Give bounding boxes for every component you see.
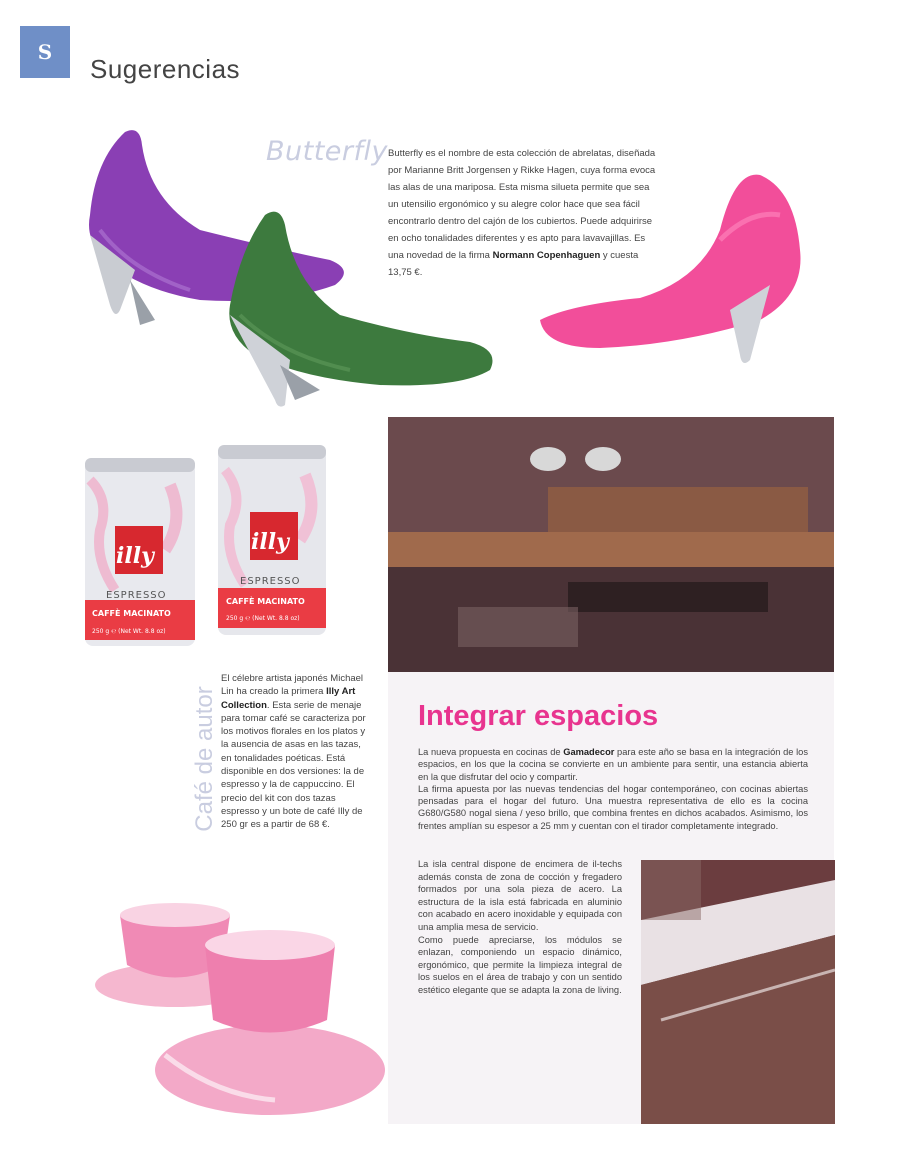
can-weight-left: 250 g ℮ (Net Wt. 8.8 oz) xyxy=(92,628,166,635)
kitchen-detail-image xyxy=(641,860,835,1124)
can-label-left: ESPRESSO xyxy=(106,590,167,601)
can-sub-left: CAFFÈ MACINATO xyxy=(92,609,171,618)
kitchen-image xyxy=(388,417,834,672)
cafe-collection: Illy Art Collection xyxy=(221,686,356,711)
pink-cups-image xyxy=(95,895,385,1130)
integrar-paragraphs xyxy=(418,746,808,832)
integrar-column-text xyxy=(418,858,622,997)
integrar-title: Integrar espacios xyxy=(418,700,659,732)
integrar-paragraph-2: La firma apuesta por las nuevas tendencias del hogar contemporáneo, con cocinas abiertas pensadas para el hogar del futuro. Una muestra representativa de ello es la cocina G680/G580 nogal siena / yeso brillo, que combina frentes en dichos acabados. Asimismo, los frentes amplían su espesor a 25 mm y cuentan con el tirador completamente integrado. xyxy=(418,783,808,831)
can-label-right: ESPRESSO xyxy=(240,576,301,587)
butterfly-title: Butterfly xyxy=(266,136,389,167)
integrar-paragraph-3: La isla central dispone de encimera de il-techs además consta de zona de cocción y fregadero formados por una sola pieza de acero. La estructura de la isla está fabricada en aluminio con acabado en acero inoxidable y equipada con una amplia mesa de servicio. xyxy=(418,859,622,932)
integrar-paragraph-1: La nueva propuesta en cocinas de Gamadecor para este año se basa en la integración de los espacios, en los que la cocina se convierte en un ambiente para sentir, una estancia abierta en la que disfrutar del ocio y compartir. xyxy=(418,747,808,782)
illy-logo-right: illy xyxy=(251,529,289,555)
can-sub-right: CAFFÈ MACINATO xyxy=(226,597,305,606)
integrar-brand: Gamadecor xyxy=(563,747,615,757)
cafe-vertical-title: Café de autor xyxy=(191,686,218,832)
section-badge: S xyxy=(20,26,70,78)
cafe-description: El célebre artista japonés Michael Lin ha creado la primera Illy Art Collection. Esta serie de menaje para tomar café se caracteriza por los motivos florales en los platos y la ausencia de asas en las tazas, en tonalidades poéticas. Está disponible en dos versiones: la de espresso y la de cappuccino. El precio del kit con dos tazas espresso y un bote de café Illy de 250 gr es a partir de 68 €. xyxy=(221,673,366,831)
butterfly-brand: Normann Copenhaguen xyxy=(492,250,601,261)
butterfly-description: Butterfly es el nombre de esta colección de abrelatas, diseñada por Marianne Britt Jorgensen y Rikke Hagen, cuya forma evoca las alas de una mariposa. Esta misma silueta permite que sea un utensilio ergonómico y su alegre color hace que sea fácil encontrarlo dentro del cajón de los cubiertos. Puede adquirirse en ocho tonalidades diferentes y es apto para lavavajillas. Es una novedad de la firma Normann Copenhaguen y cuesta 13,75 €. xyxy=(388,148,656,278)
integrar-paragraph-4: Como puede apreciarse, los módulos se enlazan, componiendo un espacio dinámico, ergonómico, que permite la limpieza integral de los suelos en el área de trabajo y con un sentido estético elegante que se adapta la zona de living. xyxy=(418,934,622,995)
can-weight-right: 250 g ℮ (Net Wt. 8.8 oz) xyxy=(226,615,300,622)
section-title: Sugerencias xyxy=(90,54,241,84)
illy-cans-image xyxy=(80,440,330,650)
illy-logo-left: illy xyxy=(116,543,154,569)
